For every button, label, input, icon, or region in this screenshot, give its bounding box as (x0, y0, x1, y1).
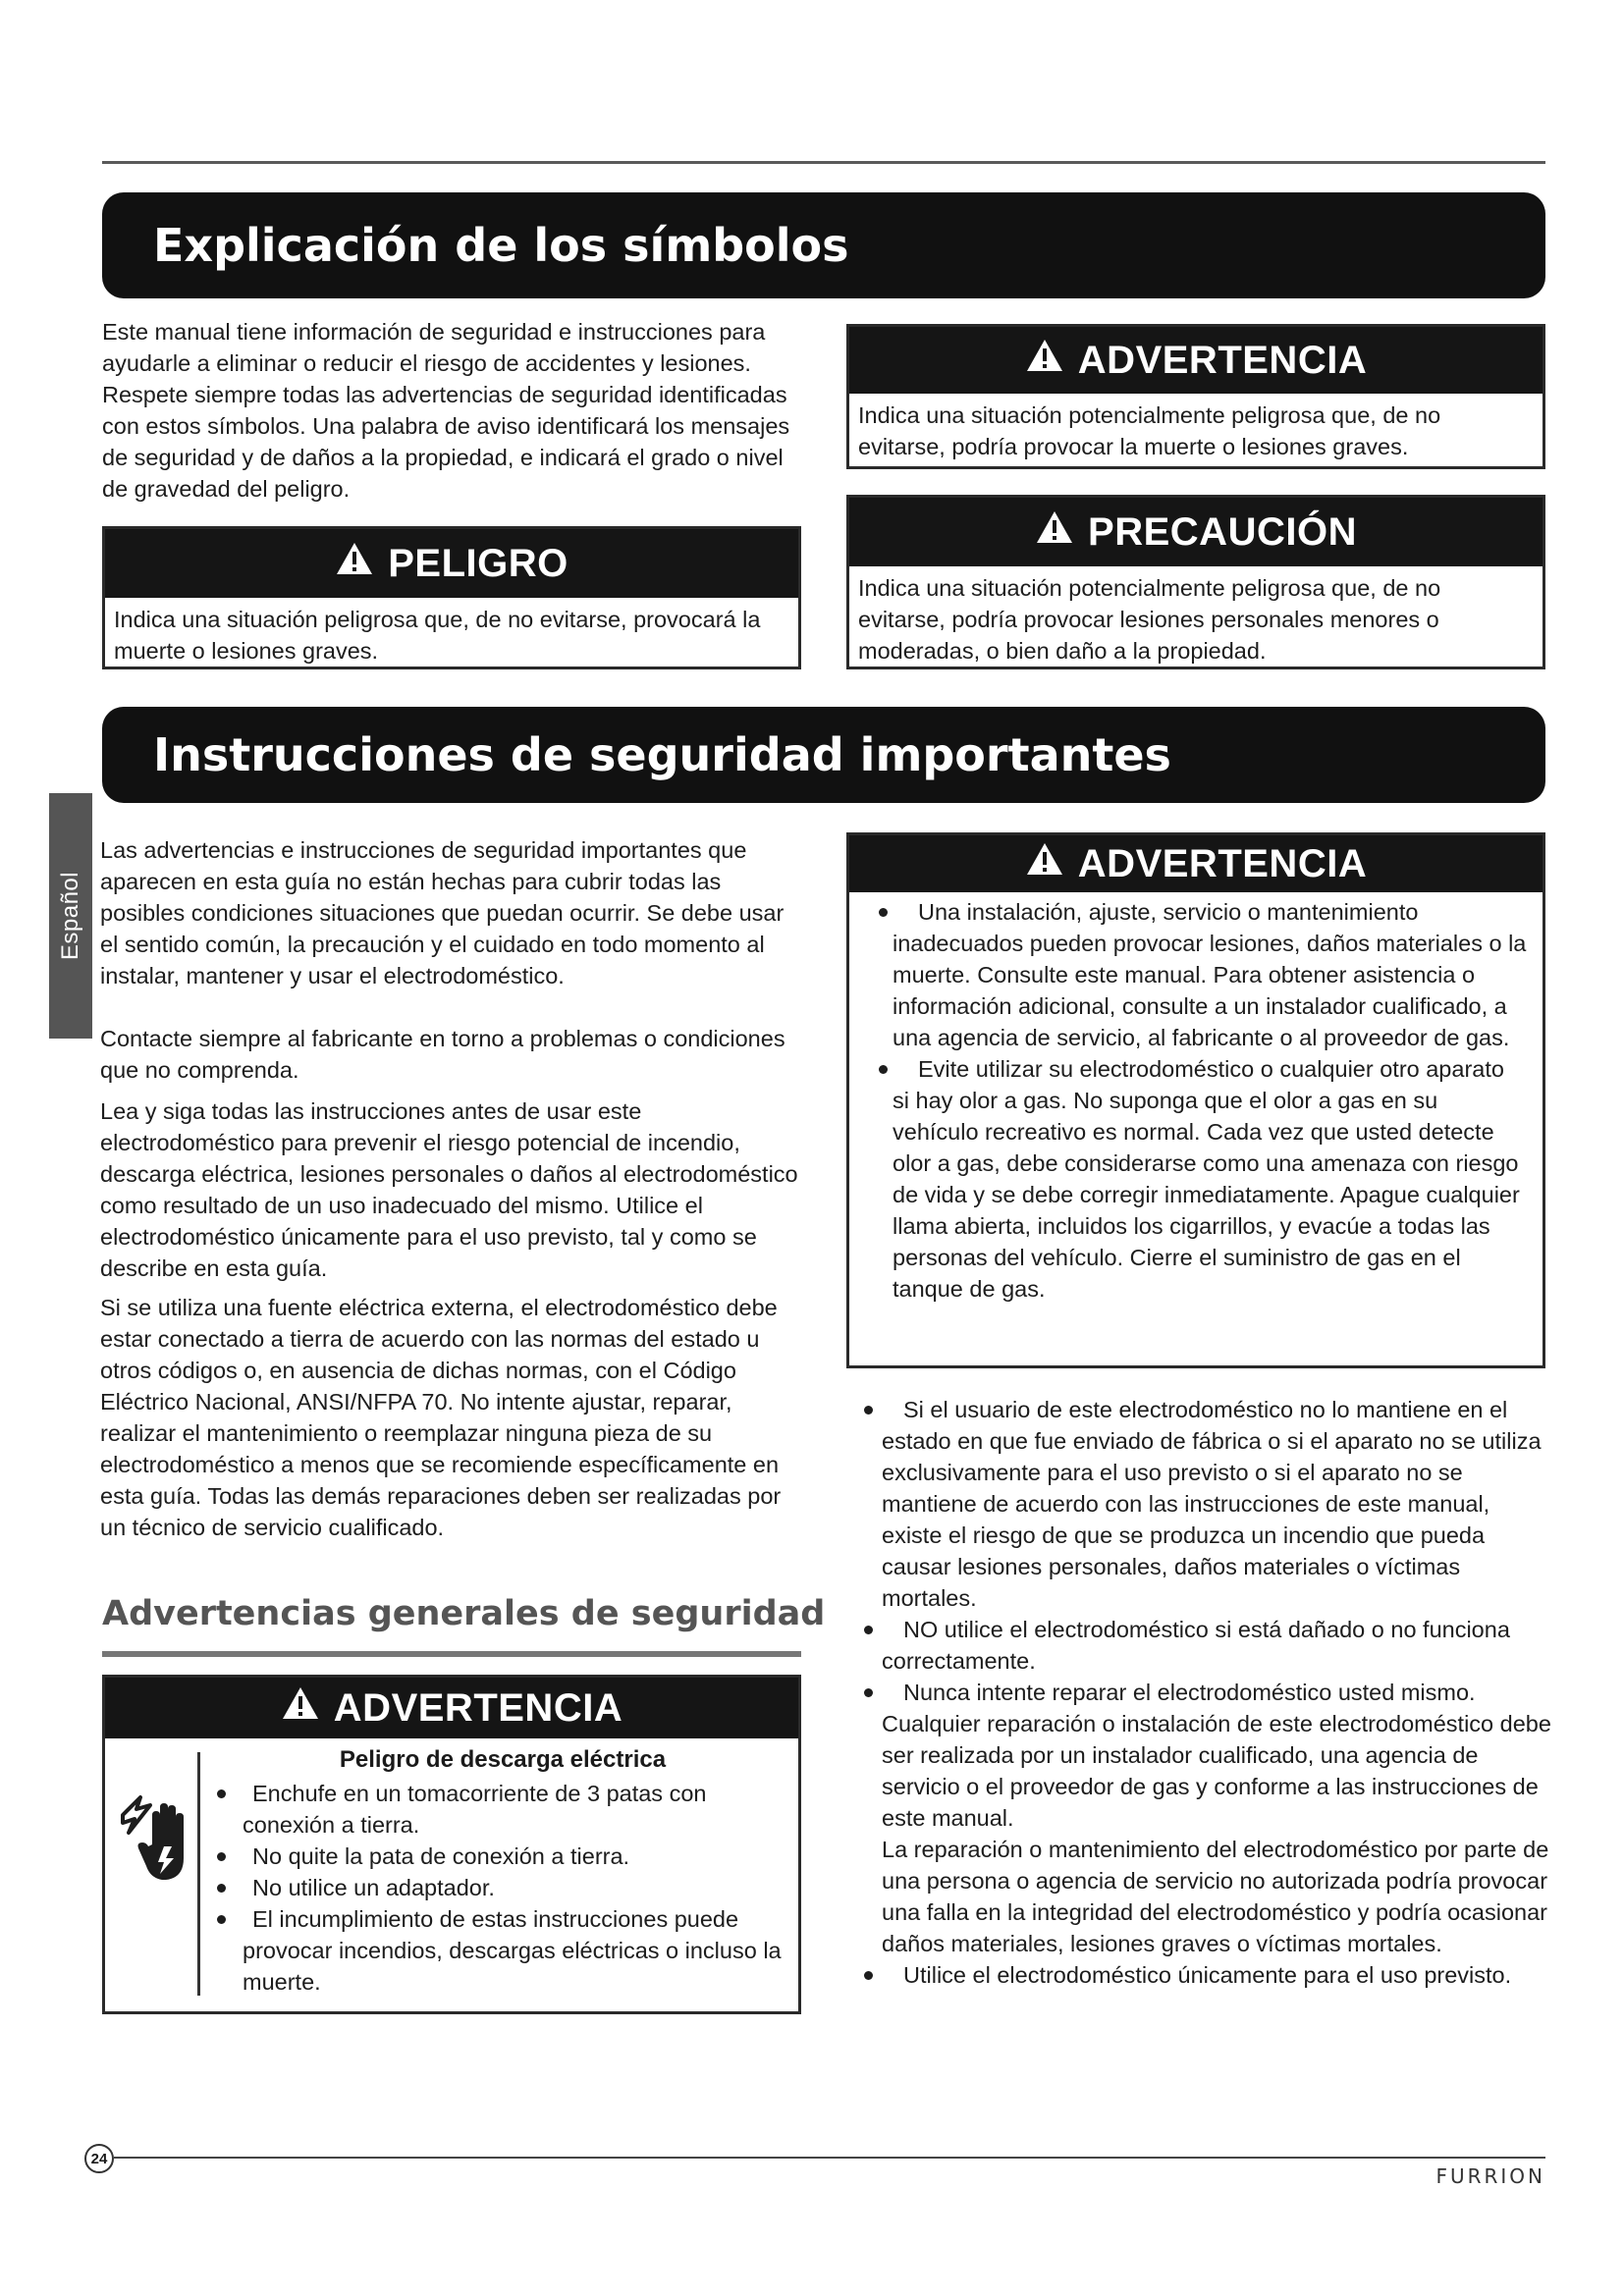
precaucion-label: PRECAUCIÓN (1088, 509, 1357, 554)
list-item: Nunca intente reparar el electrodoméstico usted mismo. Cualquier reparación o instalación de este electrodoméstico debe ser realizada por un instalador cualificado, una agencia de servicio o el proveedor de gas y conforme a las instrucciones de este manual. La reparación o mantenimiento del electrodoméstico por parte de una persona o agencia de servicio no autorizada podría provocar una falla en la integridad del electrodoméstico y podría ocasionar daños materiales, lesiones graves o víctimas mortales. (864, 1677, 1551, 1959)
advertencia-definition-text: Indica una situación potencialmente peligrosa que, de no evitarse, podría provocar la muerte o lesiones graves. (858, 402, 1441, 459)
shock-box-list (213, 1778, 792, 1998)
symbols-section-title (102, 192, 1545, 298)
general-warnings-rule (102, 1651, 801, 1657)
bullet-icon (864, 1626, 873, 1634)
shock-warning-header (105, 1678, 798, 1738)
shock-box-heading: Peligro de descarga eléctrica (339, 1746, 667, 1773)
general-warnings-list (864, 1394, 1551, 1991)
bullet-icon (879, 908, 888, 917)
advertencia-definition-label: ADVERTENCIA (1077, 338, 1368, 382)
gas-warning-list (879, 896, 1527, 1305)
advertencia-definition-box (846, 324, 1545, 469)
safety-para-2: Contacte siempre al fabricante en torno a problemas o condiciones que no comprenda. (100, 1026, 785, 1083)
list-item: Una instalación, ajuste, servicio o mantenimiento inadecuados pueden provocar lesiones, daños materiales o la muerte. Consulte este manual. Para obtener asistencia o información adicional, consulte a un instalador cualificado, a una agencia de servicio, al fabricante o al proveedor de gas. (879, 896, 1527, 1053)
warning-triangle-icon (335, 541, 374, 586)
peligro-label: PELIGRO (388, 541, 568, 585)
precaucion-box (846, 495, 1545, 669)
bullet-icon (217, 1789, 226, 1798)
bullet-icon (864, 1971, 873, 1980)
warning-triangle-icon (1035, 509, 1074, 555)
bullet-icon (864, 1688, 873, 1697)
electric-shock-hand-icon (115, 1776, 193, 1894)
symbols-section-title-text: Explicación de los símbolos (153, 219, 849, 272)
shock-box-divider (197, 1752, 200, 1996)
gas-warning-box (846, 832, 1545, 1368)
warning-triangle-icon (1025, 338, 1064, 383)
symbols-intro: Este manual tiene información de seguridad e instrucciones para ayudarle a eliminar o reducir el riesgo de accidentes y lesiones. Respete siempre todas las advertencias de seguridad identificadas con estos símbolos. Una palabra de aviso identificará los mensajes de seguridad y de daños a la propiedad, e indicará el grado o nivel de gravedad del peligro. (102, 319, 790, 502)
list-item: Enchufe en un tomacorriente de 3 patas con conexión a tierra. (213, 1778, 792, 1841)
bullet-icon (217, 1915, 226, 1924)
footer-rule (114, 2157, 1545, 2159)
brand-logo: FURRION (1435, 2164, 1545, 2188)
peligro-box (102, 526, 801, 669)
safety-section-title (102, 707, 1545, 803)
bullet-icon (217, 1852, 226, 1861)
shock-warning-box (102, 1675, 801, 2014)
safety-section-title-text: Instrucciones de seguridad importantes (153, 728, 1171, 781)
list-item: No quite la pata de conexión a tierra. (213, 1841, 792, 1872)
top-rule (102, 161, 1545, 164)
shock-warning-label: ADVERTENCIA (333, 1685, 623, 1730)
bullet-icon (864, 1406, 873, 1415)
safety-para-3: Lea y siga todas las instrucciones antes de usar este electrodoméstico para prevenir el riesgo potencial de incendio, descarga eléctrica, lesiones personales o daños al electrodoméstico como resultado de un uso inadecuado del mismo. Utilice el electrodoméstico únicamente para el uso previsto, tal y como se describe en esta guía. (100, 1098, 798, 1281)
warning-triangle-icon (281, 1685, 320, 1731)
list-item-continuation: La reparación o mantenimiento del electrodoméstico por parte de una persona o agencia de servicio no autorizada podría provocar una falla en la integridad del electrodoméstico y podría ocasionar daños materiales, lesiones graves o víctimas mortales. (882, 1837, 1549, 1956)
general-warnings-heading: Advertencias generales de seguridad (102, 1594, 826, 1633)
peligro-text: Indica una situación peligrosa que, de no evitarse, provocará la muerte o lesiones graves. (114, 607, 761, 664)
list-item: El incumplimiento de estas instrucciones puede provocar incendios, descargas eléctricas o incluso la muerte. (213, 1903, 792, 1998)
language-side-tab (49, 793, 92, 1039)
warning-triangle-icon (1025, 841, 1064, 886)
advertencia-definition-header (849, 327, 1543, 394)
list-item: Utilice el electrodoméstico únicamente para el uso previsto. (864, 1959, 1551, 1991)
list-item: NO utilice el electrodoméstico si está dañado o no funciona correctamente. (864, 1614, 1551, 1677)
peligro-header (105, 529, 798, 598)
gas-warning-label: ADVERTENCIA (1077, 841, 1368, 885)
language-side-tab-label: Español (57, 871, 84, 961)
page-number: 24 (90, 2150, 108, 2167)
bullet-icon (879, 1065, 888, 1074)
safety-para-1: Las advertencias e instrucciones de seguridad importantes que aparecen en esta guía no están hechas para cubrir todas las posibles condiciones situaciones que puedan ocurrir. Se debe usar el sentido común, la precaución y el cuidado en todo momento al instalar, mantener y usar el electrodoméstico. (100, 837, 785, 988)
list-item: Evite utilizar su electrodoméstico o cualquier otro aparato si hay olor a gas. No suponga que el olor a gas en su vehículo recreativo es normal. Cada vez que usted detecte olor a gas, debe considerarse como una amenaza con riesgo de vida y se debe corregir inmediatamente. Apague cualquier llama abierta, incluidos los cigarrillos, y evacúe a todas las personas del vehículo. Cierre el suministro de gas en el tanque de gas. (879, 1053, 1527, 1305)
list-item: Si el usuario de este electrodoméstico no lo mantiene en el estado en que fue enviado de fábrica o si el aparato no se utiliza exclusivamente para el uso previsto o si el aparato no se mantiene de acuerdo con las instrucciones de este manual, existe el riesgo de que se produzca un incendio que pueda causar lesiones personales, daños materiales o víctimas mortales. (864, 1394, 1551, 1614)
page-number-badge (84, 2144, 114, 2173)
safety-para-4: Si se utiliza una fuente eléctrica externa, el electrodoméstico debe estar conectado a tierra de acuerdo con las normas del estado u otros códigos o, en ausencia de dichas normas, con el Código Eléctrico Nacional, ANSI/NFPA 70. No intente ajustar, reparar, realizar el mantenimiento o reemplazar ninguna pieza de su electrodoméstico a menos que se recomiende específicamente en esta guía. Todas las demás reparaciones deben ser realizadas por un técnico de servicio cualificado. (100, 1295, 782, 1540)
precaucion-header (849, 498, 1543, 566)
bullet-icon (217, 1884, 226, 1893)
precaucion-text: Indica una situación potencialmente peligrosa que, de no evitarse, podría provocar lesiones personales menores o moderadas, o bien daño a la propiedad. (858, 575, 1441, 664)
gas-warning-header (849, 835, 1543, 892)
list-item: No utilice un adaptador. (213, 1872, 792, 1903)
